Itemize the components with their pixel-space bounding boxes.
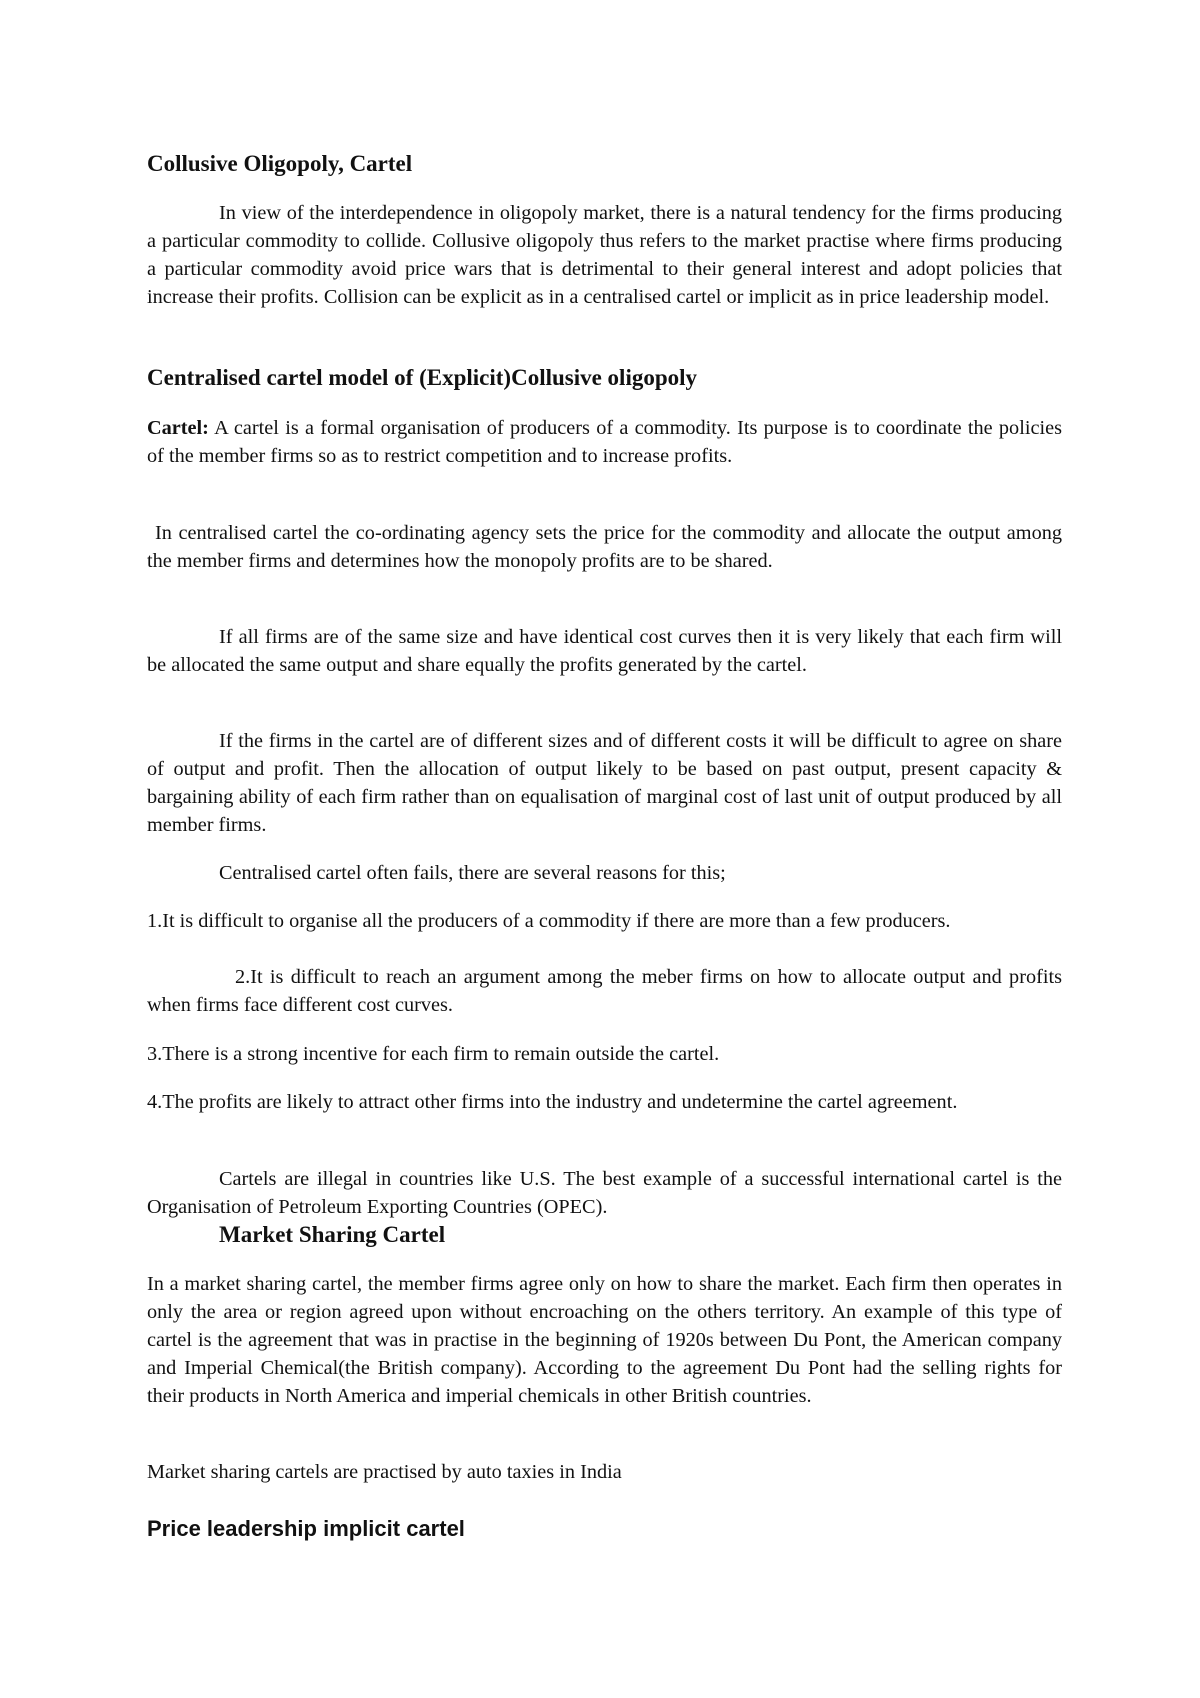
heading-market-sharing-cartel: Market Sharing Cartel	[219, 1222, 446, 1247]
paragraph-centralised-cartel: In centralised cartel the co-ordinating agency sets the price for the commodity and allocate the output among the member firms and determines how the monopoly profits are to be shared.	[147, 522, 1062, 572]
paragraph-auto-taxies: Market sharing cartels are practised by auto taxies in India	[147, 1461, 622, 1483]
list-item-reason-3: 3.There is a strong incentive for each firm to remain outside the cartel.	[147, 1043, 720, 1065]
paragraph-same-size-firms: If all firms are of the same size and have identical cost curves then it is very likely that each firm will be allocated the same output and share equally the profits generated by the cartel.	[147, 626, 1062, 676]
paragraph-intro: In view of the interdependence in oligopoly market, there is a natural tendency for the firms producing a particular commodity to collide. Collusive oligopoly thus refers to the market practise where firms producing a particular commodity avoid price wars that is detrimental to their general interest and adopt policies that increase their profits. Collision can be explicit as in a centralised cartel or implicit as in price leadership model.	[147, 202, 1062, 308]
heading-collusive-oligopoly: Collusive Oligopoly, Cartel	[147, 151, 413, 176]
cartel-definition-text: A cartel is a formal organisation of producers of a commodity. Its purpose is to coordinate the policies of the member firms so as to restrict competition and to increase profits.	[147, 417, 1062, 467]
paragraph-different-size-firms: If the firms in the cartel are of different sizes and of different costs it will be difficult to agree on share of output and profit. Then the allocation of output likely to be based on past output, present capacity & bargaining ability of each firm rather than on equalisation of marginal cost of last unit of output produced by all member firms.	[147, 730, 1062, 836]
paragraph-cartels-illegal: Cartels are illegal in countries like U.S. The best example of a successful international cartel is the Organisation of Petroleum Exporting Countries (OPEC).	[147, 1168, 1062, 1218]
list-item-reason-4: 4.The profits are likely to attract other firms into the industry and undetermine the cartel agreement.	[147, 1091, 958, 1113]
paragraph-cartel-fails: Centralised cartel often fails, there are several reasons for this;	[219, 862, 726, 884]
heading-price-leadership: Price leadership implicit cartel	[147, 1516, 465, 1541]
paragraph-market-sharing: In a market sharing cartel, the member firms agree only on how to share the market. Each firm then operates in only the area or region agreed upon without encroaching on the others territory. An example of this type of cartel is the agreement that was in practise in the beginning of 1920s between Du Pont, the American company and Imperial Chemical(the British company). According to the agreement Du Pont had the selling rights for their products in North America and imperial chemicals in other British countries.	[147, 1273, 1062, 1407]
heading-centralised-cartel: Centralised cartel model of (Explicit)Collusive oligopoly	[147, 365, 698, 390]
list-item-reason-1: 1.It is difficult to organise all the producers of a commodity if there are more than a few producers.	[147, 910, 951, 932]
paragraph-cartel-definition	[147, 414, 1062, 470]
list-item-reason-2: 2.It is difficult to reach an argument among the meber firms on how to allocate output and profits when firms face different cost curves.	[147, 966, 1062, 1016]
cartel-label: Cartel:	[147, 417, 209, 439]
